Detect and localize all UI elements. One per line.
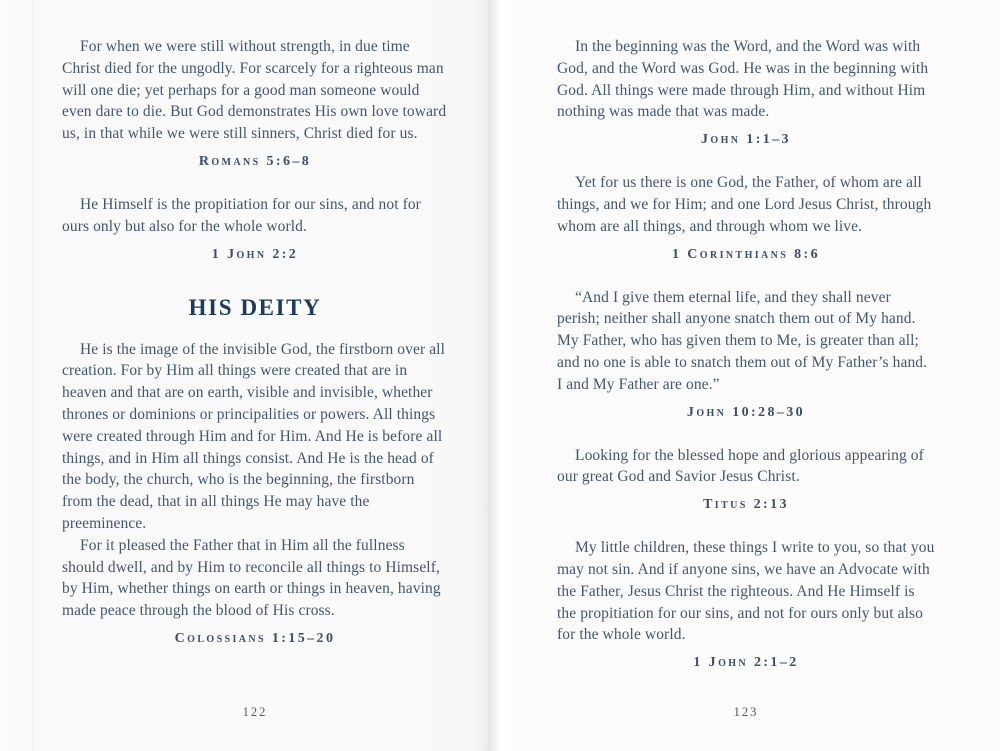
- verse-text: He is the image of the invisible God, the firstborn over all creation. For by Him all things were created that are in heaven and that are on earth, visible and invisible, whether thrones or dominions or principalities or powers. All things were created through Him and for Him. And He is before all things, and in Him all things consist. And He is the head of the body, the church, who is the beginning, the firstborn from the dead, that in all things He may have the preeminence.: [62, 340, 445, 532]
- verse-block: [557, 537, 935, 671]
- verse-reference: 1 John 2:1–2: [693, 655, 799, 671]
- verse-text: My little children, these things I write to you, so that you may not sin. And if anyone sins, we have an Advocate with the Father, Jesus Christ the righteous. And He Himself is the propitiation for our sins, and not for ours only but also for the whole world.: [557, 539, 935, 644]
- page-right-content: [557, 36, 935, 695]
- verse-block: [62, 339, 448, 647]
- page-right: [500, 0, 1000, 751]
- verse-text: Looking for the blessed hope and glorious appearing of our great God and Savior Jesus Christ.: [557, 446, 924, 486]
- verse-reference: 1 Corinthians 8:6: [671, 246, 821, 262]
- verse-block: [557, 36, 935, 148]
- verse-reference: Titus 2:13: [703, 497, 789, 513]
- verse-reference: John 1:1–3: [701, 132, 791, 148]
- verse-block: [557, 445, 935, 514]
- verse-text: For it pleased the Father that in Him all the fullness should dwell, and by Him to reconcile all things to Himself, by Him, whether things on earth or things in heaven, having made peace through the blood of His cross.: [62, 536, 441, 620]
- verse-reference: 1 John 2:2: [211, 246, 299, 262]
- verse-block: [557, 172, 935, 262]
- verse-text: In the beginning was the Word, and the Word was with God, and the Word was God. He was in the beginning with God. All things were made through Him, and without Him nothing was made that was made.: [557, 38, 929, 121]
- verse-reference: John 10:28–30: [686, 404, 806, 420]
- verse-reference: Romans 5:6–8: [198, 153, 312, 169]
- page-left-content: [62, 36, 448, 671]
- verse-text: He Himself is the propitiation for our sins, and not for ours only but also for the whole world.: [62, 195, 421, 235]
- page-number-right: 123: [733, 705, 759, 719]
- verse-text: “And I give them eternal life, and they shall never perish; neither shall anyone snatch them out of My hand. My Father, who has given them to Me, is greater than all; and no one is able to snatch them out of My Father’s hand. I and My Father are one.”: [557, 288, 928, 393]
- page-number-left: 122: [242, 705, 268, 719]
- verse-block: [557, 287, 935, 421]
- verse-text: Yet for us there is one God, the Father, of whom are all things, and we for Him; and one Lord Jesus Christ, through whom are all things, and through whom we live.: [557, 174, 932, 235]
- verse-reference: Colossians 1:15–20: [174, 630, 336, 646]
- verse-block: [62, 36, 448, 170]
- section-heading: HIS DEITY: [188, 294, 322, 320]
- verse-text: For when we were still without strength, in due time Christ died for the ungodly. For scarcely for a righteous man will one die; yet perhaps for a good man someone would even dare to die. But God demonstrates His own love toward us, in that while we were still sinners, Christ died for us.: [62, 38, 447, 143]
- verse-block: [62, 194, 448, 263]
